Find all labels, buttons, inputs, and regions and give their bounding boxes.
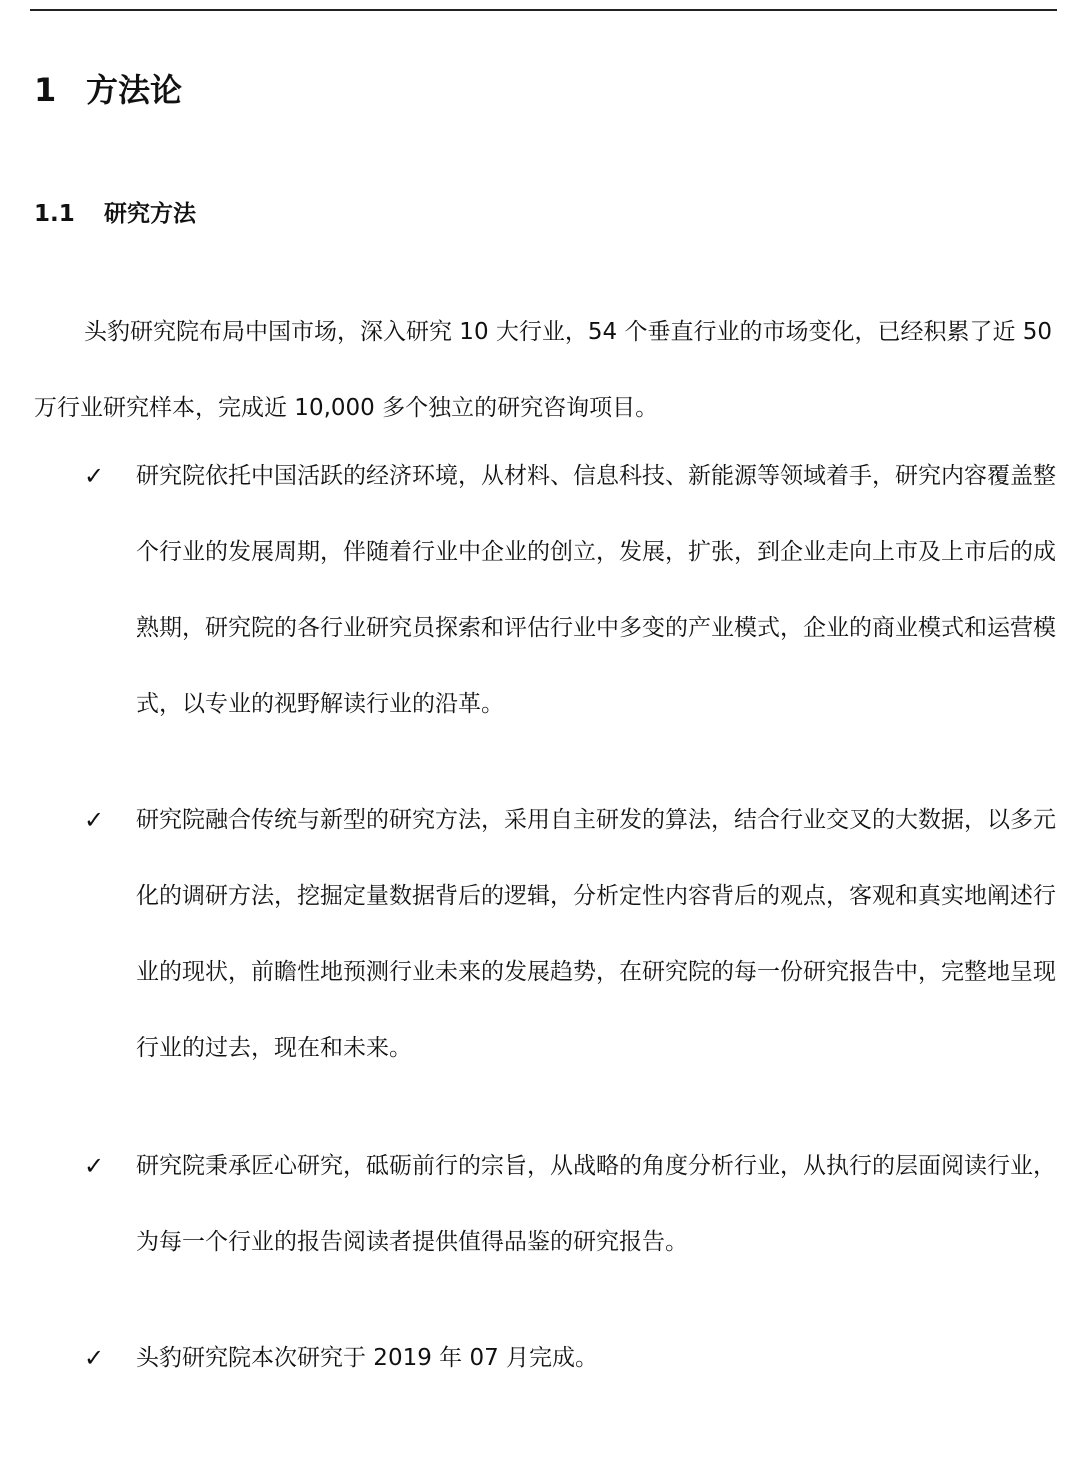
subsection-number: 1.1: [34, 201, 75, 227]
list-item: [84, 782, 1056, 1086]
list-item-text: 头豹研究院本次研究于 2019 年 07 月完成。: [136, 1345, 599, 1371]
subsection-title: 研究方法: [104, 201, 196, 227]
checkmark-icon: ✓: [84, 1344, 105, 1372]
list-item-text: 研究院融合传统与新型的研究方法，采用自主研发的算法，结合行业交叉的大数据，以多元化的调研方法，挖掘定量数据背后的逻辑，分析定性内容背后的观点，客观和真实地阐述行业的现状，前瞻性地预测行业未来的发展趋势，在研究院的每一份研究报告中，完整地呈现行业的过去，现在和未来。: [136, 807, 1056, 1061]
list-item-text: 研究院依托中国活跃的经济环境，从材料、信息科技、新能源等领域着手，研究内容覆盖整个行业的发展周期，伴随着行业中企业的创立，发展，扩张，到企业走向上市及上市后的成熟期，研究院的各行业研究员探索和评估行业中多变的产业模式，企业的商业模式和运营模式，以专业的视野解读行业的沿革。: [136, 463, 1056, 717]
list-item: [84, 1128, 1056, 1280]
section-title: 方法论: [86, 71, 183, 109]
checkmark-icon: ✓: [84, 462, 105, 490]
subsection-heading: [34, 196, 196, 232]
list-item: [84, 438, 1056, 742]
section-heading: [34, 66, 182, 114]
list-item-text: 研究院秉承匠心研究，砥砺前行的宗旨，从战略的角度分析行业，从执行的层面阅读行业，为每一个行业的报告阅读者提供值得品鉴的研究报告。: [136, 1153, 1056, 1255]
section-number: 1: [34, 71, 57, 109]
intro-paragraph: 头豹研究院布局中国市场，深入研究 10 大行业，54 个垂直行业的市场变化，已经积累了近 50 万行业研究样本，完成近 10,000 多个独立的研究咨询项目。: [34, 319, 1053, 421]
list-item: [84, 1320, 1056, 1396]
header-rule: [30, 9, 1057, 11]
checkmark-icon: ✓: [84, 806, 105, 834]
checkmark-icon: ✓: [84, 1152, 105, 1180]
